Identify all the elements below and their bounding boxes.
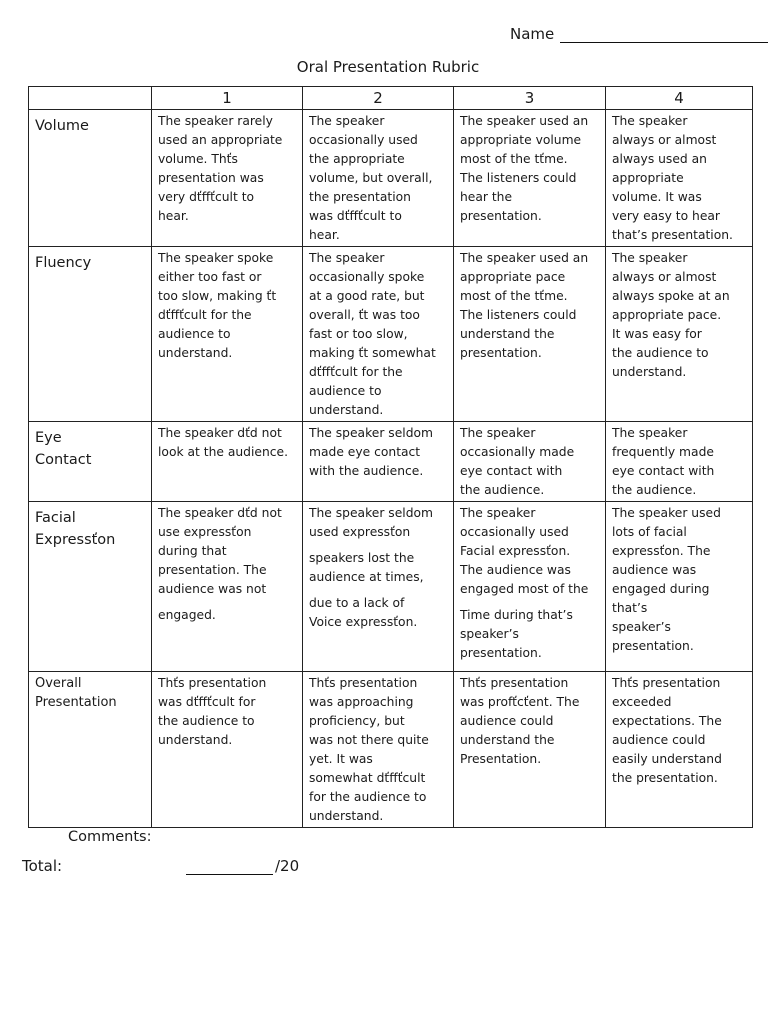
descriptor-text-line: The speaker	[460, 426, 536, 440]
descriptor-text-line: always spoke at an	[612, 289, 730, 303]
descriptor-text-line: hear.	[309, 228, 340, 242]
name-label: Name	[510, 25, 555, 43]
descriptor-text-line: was dťffťcult to	[309, 209, 402, 223]
descriptor-text-line: yet. It was	[309, 752, 373, 766]
descriptor-text-line: always used an	[612, 152, 707, 166]
descriptor-text-line: understand the	[460, 733, 555, 747]
score-header-3: 3	[454, 87, 606, 110]
criterion-cell	[29, 247, 152, 422]
descriptor-text-line: The speaker	[309, 114, 385, 128]
descriptor-text-line: presentation.	[460, 346, 542, 360]
descriptor-text-line: the audience.	[612, 483, 697, 497]
line-gap	[309, 587, 447, 594]
descriptor-text-line: The speaker spoke	[158, 251, 274, 265]
total-max: /20	[275, 857, 300, 875]
descriptor-text-line: engaged during	[612, 582, 710, 596]
descriptor-cell-score-1	[152, 247, 303, 422]
descriptor-cell-score-1	[152, 672, 303, 828]
descriptor-text-line: occasionally used	[460, 525, 569, 539]
descriptor-text-line: the presentation	[309, 190, 411, 204]
descriptor-cell-score-2	[303, 422, 454, 502]
descriptor-text-line: Time during that’s	[460, 608, 573, 622]
descriptor-text-line: Thťs presentation	[460, 676, 569, 690]
descriptor-text-line: audience was	[612, 563, 697, 577]
descriptor-text-line: The speaker used	[612, 506, 721, 520]
descriptor-text-line: The speaker	[460, 506, 536, 520]
descriptor-text-line: The speaker dťd not	[158, 506, 282, 520]
descriptor-text-line: use expressťon	[158, 525, 252, 539]
descriptor-text-line: engaged.	[158, 608, 216, 622]
descriptor-text-line: at a good rate, but	[309, 289, 425, 303]
corner-cell	[29, 87, 152, 110]
descriptor-text-line: audience at times,	[309, 570, 424, 584]
descriptor-text-line: The speaker	[309, 251, 385, 265]
descriptor-text-line: audience could	[460, 714, 554, 728]
descriptor-text-line: The speaker dťd not	[158, 426, 282, 440]
name-field	[510, 25, 768, 47]
descriptor-cell-score-2	[303, 672, 454, 828]
descriptor-text-line: engaged most of the	[460, 582, 589, 596]
descriptor-text-line: frequently made	[612, 445, 714, 459]
descriptor-cell-score-2	[303, 502, 454, 672]
descriptor-text-line: presentation. The	[158, 563, 267, 577]
line-gap	[309, 542, 447, 549]
descriptor-text-line: very easy to hear	[612, 209, 720, 223]
descriptor-text-line: presentation was	[158, 171, 264, 185]
descriptor-text-line: The speaker seldom	[309, 426, 434, 440]
descriptor-text-line: The listeners could	[460, 171, 577, 185]
descriptor-text-line: volume. Thťs	[158, 152, 238, 166]
descriptor-text-line: too slow, making ťt	[158, 289, 277, 303]
rubric-row-eye-contact	[29, 422, 753, 502]
descriptor-text-line: the appropriate	[309, 152, 405, 166]
criterion-cell	[29, 110, 152, 247]
descriptor-text-line: that’s	[612, 601, 648, 615]
descriptor-text-line: very dťffťcult to	[158, 190, 255, 204]
score-header-2: 2	[303, 87, 454, 110]
descriptor-text-line: understand.	[612, 365, 687, 379]
descriptor-text-line: Thťs presentation	[158, 676, 267, 690]
descriptor-cell-score-2	[303, 247, 454, 422]
descriptor-text-line: Thťs presentation	[309, 676, 418, 690]
criterion-label: Facial	[35, 510, 76, 526]
descriptor-text-line: presentation.	[460, 209, 542, 223]
descriptor-cell-score-2	[303, 110, 454, 247]
descriptor-cell-score-1	[152, 110, 303, 247]
descriptor-cell-score-3	[454, 110, 606, 247]
descriptor-text-line: Thťs presentation	[612, 676, 721, 690]
descriptor-cell-score-1	[152, 422, 303, 502]
descriptor-text-line: Facial expressťon.	[460, 544, 571, 558]
line-gap	[158, 599, 296, 606]
descriptor-text-line: It was easy for	[612, 327, 702, 341]
criterion-label: Overall	[35, 676, 82, 691]
comments-label: Comments:	[68, 829, 152, 845]
page-title: Oral Presentation Rubric	[296, 58, 480, 76]
line-gap	[460, 599, 599, 606]
descriptor-text-line: proficiency, but	[309, 714, 405, 728]
descriptor-text-line: either too fast or	[158, 270, 262, 284]
descriptor-text-line: made eye contact	[309, 445, 421, 459]
descriptor-cell-score-4	[606, 422, 753, 502]
descriptor-text-line: The speaker	[612, 426, 688, 440]
descriptor-text-line: The speaker	[612, 251, 688, 265]
descriptor-cell-score-3	[454, 422, 606, 502]
descriptor-text-line: dťffťcult for the	[158, 308, 252, 322]
criterion-label: Volume	[35, 118, 89, 134]
descriptor-cell-score-4	[606, 110, 753, 247]
descriptor-text-line: exceeded	[612, 695, 672, 709]
criterion-label: Contact	[35, 452, 92, 468]
descriptor-text-line: used an appropriate	[158, 133, 283, 147]
descriptor-text-line: making ťt somewhat	[309, 346, 436, 360]
descriptor-text-line: dťffťcult for the	[309, 365, 403, 379]
score-header-1: 1	[152, 87, 303, 110]
descriptor-text-line: eye contact with	[460, 464, 563, 478]
descriptor-text-line: during that	[158, 544, 227, 558]
criterion-cell	[29, 502, 152, 672]
descriptor-text-line: hear.	[158, 209, 189, 223]
descriptor-cell-score-3	[454, 247, 606, 422]
name-blank-line	[560, 42, 768, 43]
rubric-row-volume	[29, 110, 753, 247]
rubric-row-overall-presentation	[29, 672, 753, 828]
descriptor-text-line: presentation.	[612, 639, 694, 653]
descriptor-text-line: The speaker seldom	[309, 506, 434, 520]
criterion-label: Expressťon	[35, 532, 116, 548]
descriptor-text-line: occasionally spoke	[309, 270, 425, 284]
descriptor-text-line: expressťon. The	[612, 544, 711, 558]
descriptor-text-line: speaker’s	[460, 627, 519, 641]
descriptor-text-line: Presentation.	[460, 752, 542, 766]
descriptor-text-line: understand.	[158, 346, 233, 360]
descriptor-text-line: occasionally used	[309, 133, 418, 147]
criterion-label: Fluency	[35, 255, 92, 271]
descriptor-text-line: look at the audience.	[158, 445, 288, 459]
descriptor-text-line: understand.	[309, 809, 384, 823]
descriptor-cell-score-3	[454, 502, 606, 672]
descriptor-text-line: audience could	[612, 733, 706, 747]
descriptor-text-line: was not there quite	[309, 733, 429, 747]
descriptor-text-line: understand.	[309, 403, 384, 417]
descriptor-cell-score-3	[454, 672, 606, 828]
descriptor-text-line: The speaker used an	[460, 251, 589, 265]
descriptor-cell-score-4	[606, 502, 753, 672]
descriptor-text-line: appropriate pace.	[612, 308, 722, 322]
descriptor-text-line: presentation.	[460, 646, 542, 660]
descriptor-text-line: was approaching	[309, 695, 414, 709]
score-header-4: 4	[606, 87, 753, 110]
rubric-header-row	[29, 87, 753, 110]
descriptor-text-line: The speaker used an	[460, 114, 589, 128]
descriptor-text-line: hear the	[460, 190, 513, 204]
descriptor-cell-score-4	[606, 672, 753, 828]
descriptor-text-line: was dťffťcult for	[158, 695, 256, 709]
descriptor-text-line: The speaker rarely	[158, 114, 273, 128]
descriptor-text-line: due to a lack of	[309, 596, 405, 610]
rubric-table	[28, 86, 753, 828]
descriptor-text-line: The listeners could	[460, 308, 577, 322]
descriptor-text-line: the audience.	[460, 483, 545, 497]
descriptor-text-line: always or almost	[612, 133, 717, 147]
descriptor-text-line: easily understand	[612, 752, 722, 766]
descriptor-text-line: always or almost	[612, 270, 717, 284]
descriptor-text-line: for the audience to	[309, 790, 427, 804]
descriptor-cell-score-4	[606, 247, 753, 422]
descriptor-text-line: speakers lost the	[309, 551, 415, 565]
criterion-cell	[29, 422, 152, 502]
descriptor-text-line: used expressťon	[309, 525, 411, 539]
descriptor-text-line: eye contact with	[612, 464, 715, 478]
descriptor-text-line: occasionally made	[460, 445, 575, 459]
descriptor-text-line: The audience was	[460, 563, 571, 577]
descriptor-text-line: audience to	[158, 327, 231, 341]
descriptor-text-line: speaker’s	[612, 620, 671, 634]
descriptor-text-line: lots of facial	[612, 525, 687, 539]
descriptor-text-line: Voice expressťon.	[309, 615, 418, 629]
descriptor-text-line: volume. It was	[612, 190, 702, 204]
descriptor-text-line: appropriate	[612, 171, 684, 185]
descriptor-text-line: appropriate volume	[460, 133, 582, 147]
total-label: Total:	[22, 857, 63, 875]
descriptor-text-line: the presentation.	[612, 771, 718, 785]
descriptor-cell-score-1	[152, 502, 303, 672]
descriptor-text-line: understand the	[460, 327, 555, 341]
descriptor-text-line: understand.	[158, 733, 233, 747]
criterion-label: Presentation	[35, 695, 117, 710]
descriptor-text-line: the audience to	[158, 714, 255, 728]
descriptor-text-line: expectations. The	[612, 714, 722, 728]
descriptor-text-line: somewhat dťffťcult	[309, 771, 426, 785]
descriptor-text-line: audience was not	[158, 582, 267, 596]
criterion-label: Eye	[35, 430, 62, 446]
rubric-row-facial-expression	[29, 502, 753, 672]
descriptor-text-line: with the audience.	[309, 464, 424, 478]
descriptor-text-line: audience to	[309, 384, 382, 398]
descriptor-text-line: fast or too slow,	[309, 327, 408, 341]
descriptor-text-line: The speaker	[612, 114, 688, 128]
descriptor-text-line: most of the tťme.	[460, 152, 568, 166]
descriptor-text-line: appropriate pace	[460, 270, 566, 284]
descriptor-text-line: that’s presentation.	[612, 228, 733, 242]
descriptor-text-line: was profťcťent. The	[460, 695, 580, 709]
descriptor-text-line: volume, but overall,	[309, 171, 433, 185]
rubric-row-fluency	[29, 247, 753, 422]
criterion-cell	[29, 672, 152, 828]
descriptor-text-line: overall, ťt was too	[309, 308, 420, 322]
descriptor-text-line: most of the tťme.	[460, 289, 568, 303]
total-blank-line	[186, 874, 273, 875]
descriptor-text-line: the audience to	[612, 346, 709, 360]
